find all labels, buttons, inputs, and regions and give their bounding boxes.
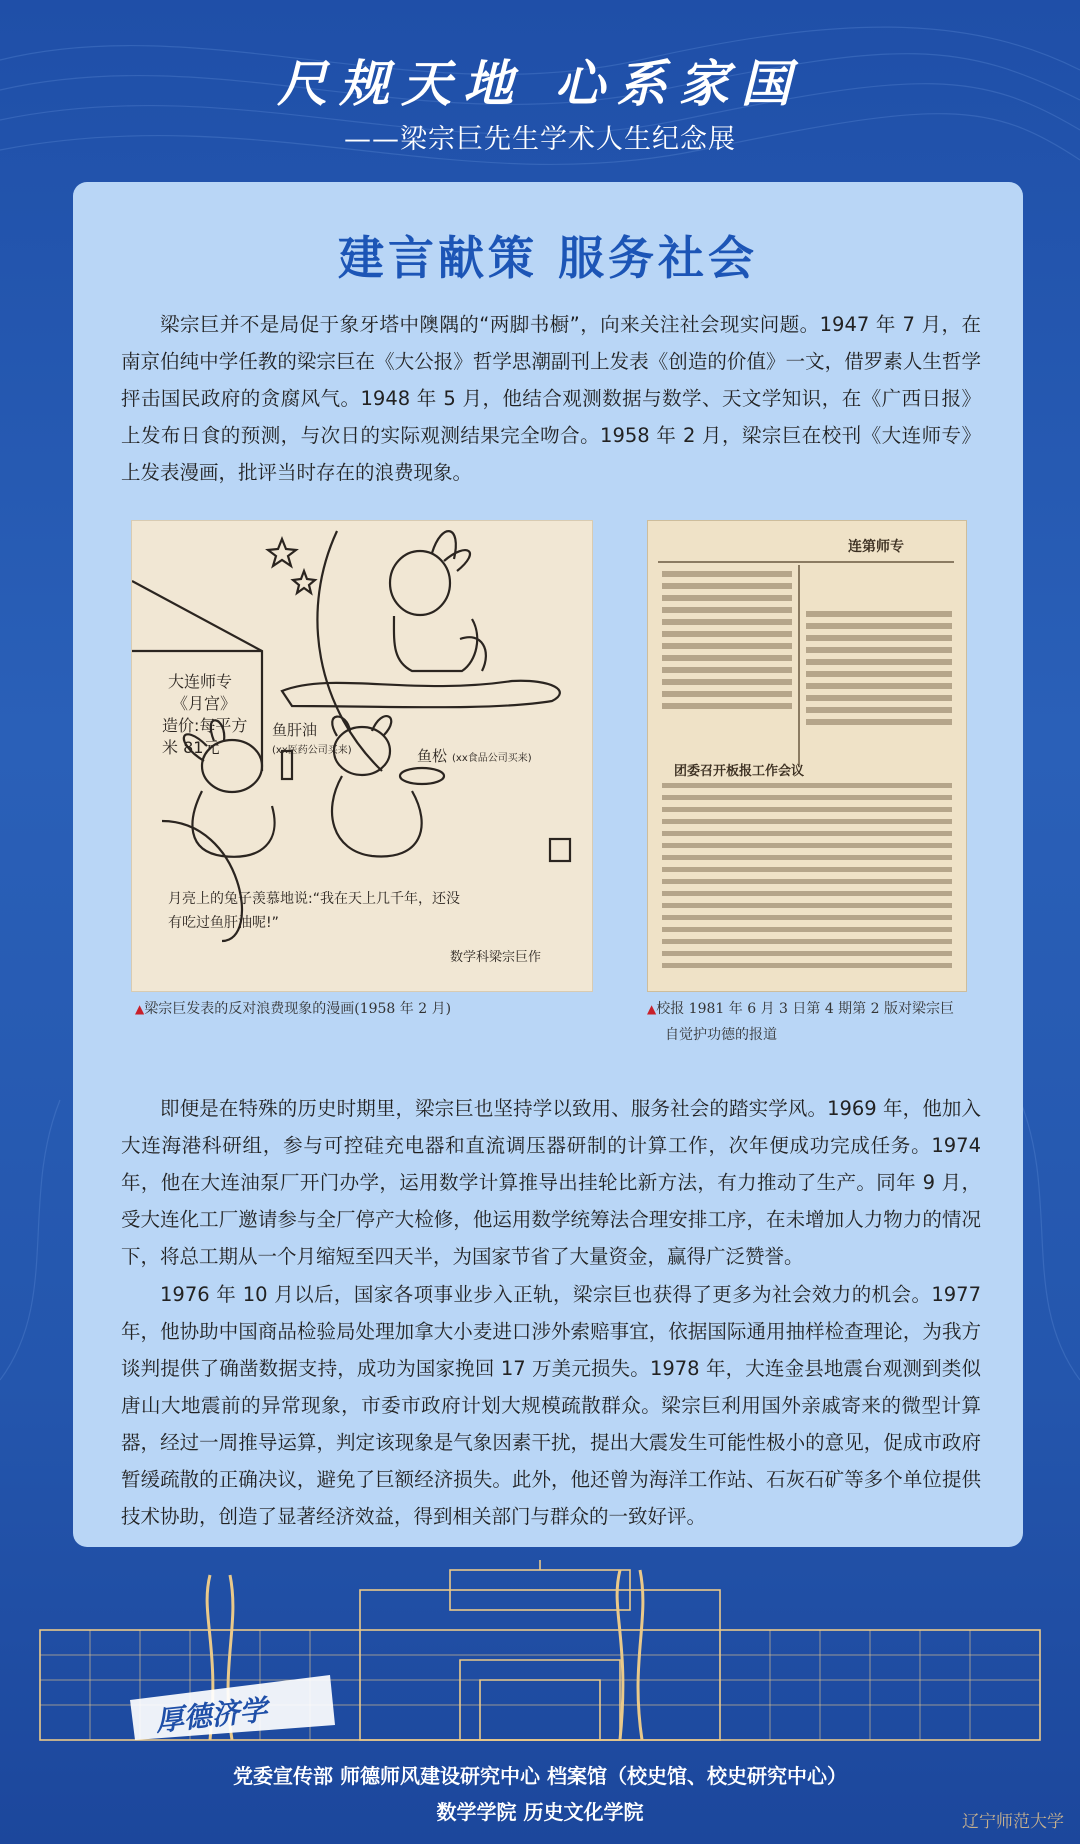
svg-text:大连师专 《月宫》: 大连师专 《月宫》 造价:每平方 米 81元 xyxy=(162,672,248,757)
campus-building-outline xyxy=(30,1560,1050,1750)
caption-marker: ▲ xyxy=(647,1002,657,1016)
newspaper-masthead: 连第师专 xyxy=(848,539,904,555)
exhibition-title: 尺规天地 心系家国 xyxy=(277,54,803,113)
newspaper-drawing xyxy=(648,521,966,991)
paragraph-3: 1976 年 10 月以后，国家各项事业步入正轨，梁宗巨也获得了更多为社会效力的机会。1977 年，他协助中国商品检验局处理加拿大小麦进口涉外索赔事宜，依据国际通用抽样检查理论，为我方谈判提供了确凿数据支持，成功为国家挽回 17 万美元损失。1978 年，大连金县地震台观测到类似唐山大地震前的异常现象，市委市政府计划大规模疏散群众。梁宗巨利用国外亲戚寄来的微型计算器，经过一周推导运算，判定该现象是气象因素干扰，提出大震发生可能性极小的意见，促成市政府暂缓疏散的正确决议，避免了巨额经济损失。此外，他还曾为海洋工作站、石灰石矿等多个单位提供技术协助，创造了显著经济效益，得到相关部门与群众的一致好评。 xyxy=(121,1283,981,1528)
newspaper-image xyxy=(647,520,967,992)
newspaper-headline: 团委召开板报工作会议 xyxy=(674,764,805,779)
watermark: 辽宁师范大学 xyxy=(962,1812,1064,1832)
newspaper-caption xyxy=(647,996,977,1048)
floss-sub: (xx食品公司买来) xyxy=(452,753,532,764)
cartoon-image xyxy=(131,520,593,992)
cod-label: 鱼肝油 xyxy=(272,721,318,739)
exhibition-header xyxy=(0,52,1080,160)
cartoon-caption-text: 梁宗巨发表的反对浪费现象的漫画(1958 年 2 月) xyxy=(144,1001,452,1017)
newspaper-caption-line-1: 校报 1981 年 6 月 3 日第 4 期第 2 版对梁宗巨 xyxy=(656,1001,954,1017)
caption-marker: ▲ xyxy=(135,1002,145,1016)
cod-sub: (xx医药公司买来) xyxy=(272,745,352,756)
content-panel xyxy=(73,182,1023,1547)
section-heading: 建言献策 服务社会 xyxy=(337,231,758,285)
newspaper-caption-line-2: 自觉护功德的报道 xyxy=(665,1027,777,1043)
calligraphy-logo: 厚德济学 xyxy=(154,1693,269,1738)
paragraph-2: 即便是在特殊的历史时期里，梁宗巨也坚持学以致用、服务社会的踏实学风。1969 年，他加入大连海港科研组，参与可控硅充电器和直流调压器研制的计算工作，次年便成功完成任务。1974 年，他在大连油泵厂开门办学，运用数学计算推导出挂轮比新方法，有力推动了生产。同年 9 月，受大连化工厂邀请参与全厂停产大检修，他运用数学统筹法合理安排工序，在未增加人力物力的情况下，将总工期从一个月缩短至四天半，为国家节省了大量资金，赢得广泛赞誉。 xyxy=(121,1097,981,1268)
cartoon-signature: 数学科梁宗巨作 xyxy=(450,950,542,965)
exhibition-subtitle: ——梁宗巨先生学术人生纪念展 xyxy=(344,124,736,155)
cartoon-drawing xyxy=(132,521,592,991)
floss-label: 鱼松 xyxy=(417,747,448,765)
footer-colleges: 数学学院 历史文化学院 xyxy=(436,1800,644,1824)
footer-organizers: 党委宣传部 师德师风建设研究中心 档案馆（校史馆、校史研究中心） xyxy=(233,1764,847,1788)
paragraph-1: 梁宗巨并不是局促于象牙塔中隩隅的“两脚书橱”，向来关注社会现实问题。1947 年 7 月，在南京伯纯中学任教的梁宗巨在《大公报》哲学思潮副刊上发表《创造的价值》一文，借罗素人生哲学抨击国民政府的贪腐风气。1948 年 5 月，他结合观测数据与数学、天文学知识，在《广西日报》上发布日食的预测，与次日的实际观测结果完全吻合。1958 年 2 月，梁宗巨在校刊《大连师专》上发表漫画，批评当时存在的浪费现象。 xyxy=(121,313,981,484)
speech-line-1: 月亮上的兔子羡慕地说:“我在天上几千年，还没 xyxy=(168,891,460,907)
speech-line-2: 有吃过鱼肝油呢!” xyxy=(168,915,279,931)
cartoon-caption xyxy=(135,996,595,1022)
